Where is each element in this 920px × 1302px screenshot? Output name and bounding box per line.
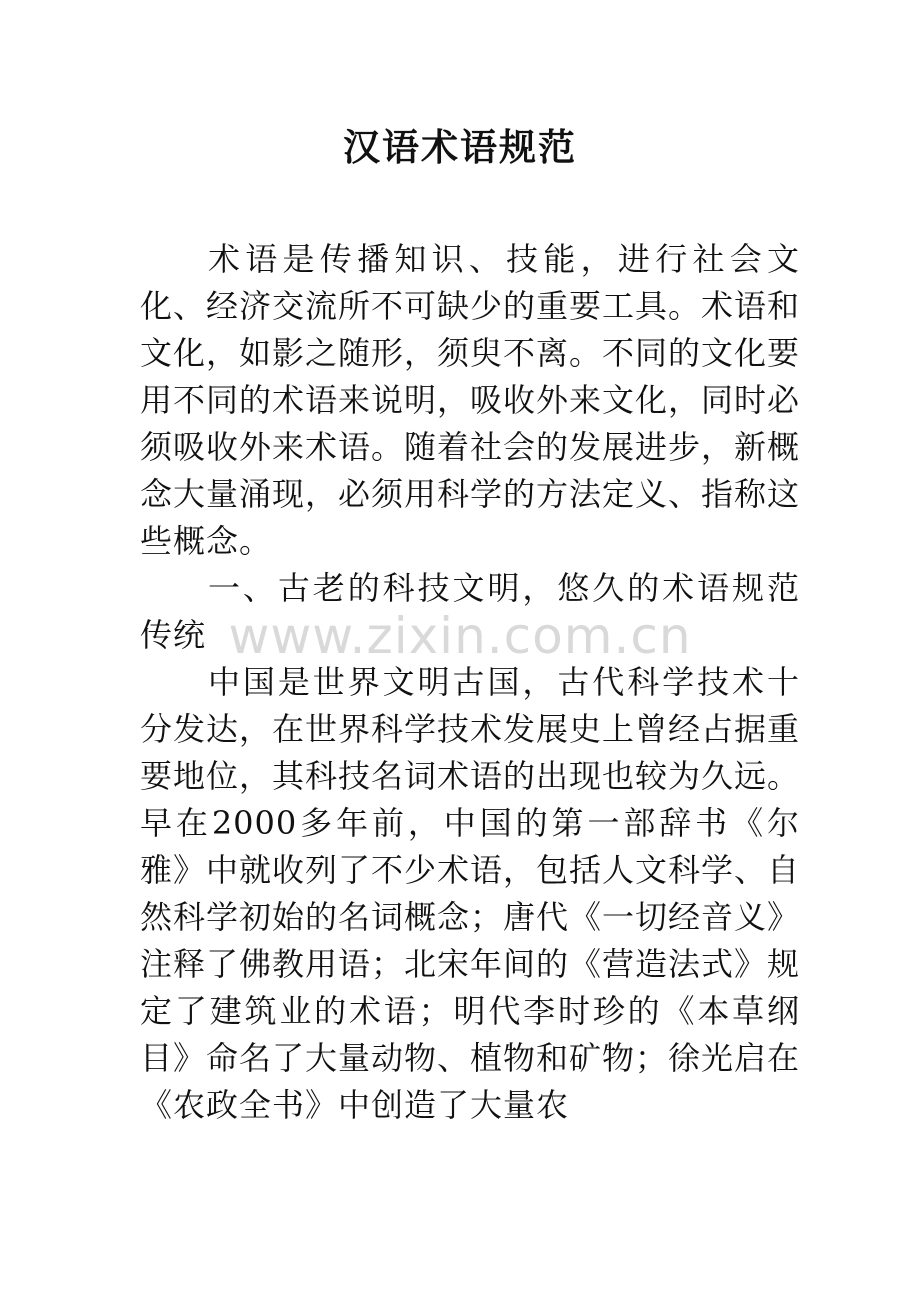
document-body bbox=[140, 236, 800, 1129]
section-heading: 一、古老的科技文明，悠久的术语规范传统 bbox=[140, 569, 800, 654]
page-title: 汉语术语规范 bbox=[343, 125, 577, 169]
paragraph-history: 中国是世界文明古国，古代科学技术十分发达，在世界科学技术发展史上曾经占据重要地位，其科技名词术语的出现也较为久远。早在2000多年前，中国的第一部辞书《尔雅》中就收列了不少术语，包括人文科学、自然科学初始的名词概念；唐代《一切经音义》注释了佛教用语；北宋年间的《营造法式》规定了建筑业的术语；明代李时珍的《本草纲目》命名了大量动物、植物和矿物；徐光启在《农政全书》中创造了大量农 bbox=[140, 663, 801, 1124]
watermark-text: www.zixin.com.cn bbox=[228, 607, 692, 665]
paragraph-intro: 术语是传播知识、技能，进行社会文化、经济交流所不可缺少的重要工具。术语和文化，如影之随形，须臾不离。不同的文化要用不同的术语来说明，吸收外来文化，同时必须吸收外来术语。随着社会的发展进步，新概念大量涌现，必须用科学的方法定义、指称这些概念。 bbox=[140, 240, 801, 560]
